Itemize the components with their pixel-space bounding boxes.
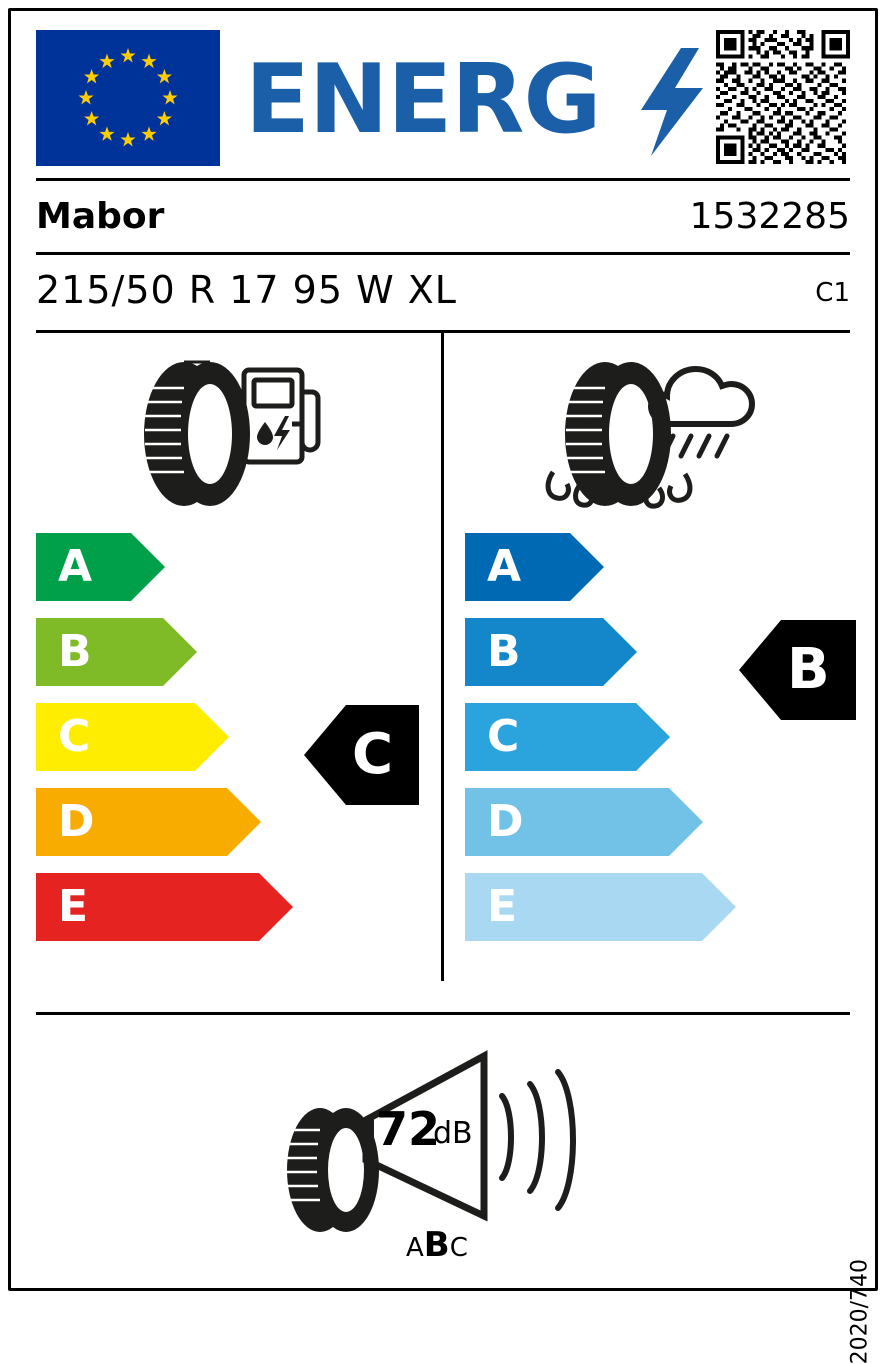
wet-grade-label: C	[487, 711, 520, 762]
wet-selected-grade	[739, 620, 856, 720]
brand-name: Mabor	[36, 196, 165, 237]
divider-header	[36, 178, 850, 181]
fuel-grade-label: E	[58, 881, 89, 932]
fuel-grade-label: D	[58, 796, 95, 847]
fuel-selected-grade	[304, 705, 419, 805]
noise-class-c: C	[449, 1233, 468, 1263]
noise-class-b: B	[423, 1225, 450, 1265]
fuel-grade-e	[36, 873, 326, 941]
fuel-grade-d	[36, 788, 326, 856]
fuel-efficiency-scale	[36, 533, 326, 958]
regulation-reference: 2020/740	[847, 1259, 872, 1364]
noise-class-a: A	[406, 1233, 424, 1263]
wet-grade-label: D	[487, 796, 524, 847]
wet-grade-letter: B	[787, 637, 830, 702]
lightning-bolt-icon	[637, 48, 707, 160]
fuel-grade-c	[36, 703, 326, 771]
wet-grade-label: E	[487, 881, 518, 932]
fuel-grade-letter: C	[352, 722, 394, 787]
divider-noise	[36, 1012, 850, 1015]
energy-word: ENERG	[245, 45, 601, 155]
wet-grade-label: B	[487, 626, 521, 677]
fuel-grade-label: A	[58, 541, 93, 592]
wet-grade-b	[465, 618, 765, 686]
fuel-pictogram	[122, 352, 322, 521]
wet-grade-d	[465, 788, 765, 856]
noise-value: 72	[376, 1102, 441, 1156]
wet-grade-label: A	[487, 541, 522, 592]
wet-grip-pictogram	[535, 352, 745, 521]
wet-grade-c	[465, 703, 765, 771]
tyre-icon	[144, 362, 250, 506]
tyre-class: C1	[815, 278, 850, 308]
qr-code-icon	[716, 30, 850, 164]
noise-unit: dB	[433, 1116, 473, 1151]
eu-flag-icon	[36, 30, 220, 166]
fuel-pump-icon	[244, 370, 318, 462]
tyre-wet-icon	[565, 362, 671, 506]
wet-grade-e	[465, 873, 765, 941]
product-code: 1532285	[689, 196, 850, 237]
fuel-grade-b	[36, 618, 326, 686]
fuel-grade-label: C	[58, 711, 91, 762]
wet-grip-scale	[465, 533, 765, 958]
divider-brand	[36, 252, 850, 255]
energy-wordmark	[245, 40, 705, 160]
wet-grade-a	[465, 533, 765, 601]
noise-pictogram	[278, 1040, 608, 1265]
fuel-grade-a	[36, 533, 326, 601]
divider-columns	[441, 333, 444, 981]
fuel-grade-label: B	[58, 626, 92, 677]
noise-class-scale	[406, 1225, 468, 1265]
tyre-size: 215/50 R 17 95 W XL	[36, 268, 457, 312]
